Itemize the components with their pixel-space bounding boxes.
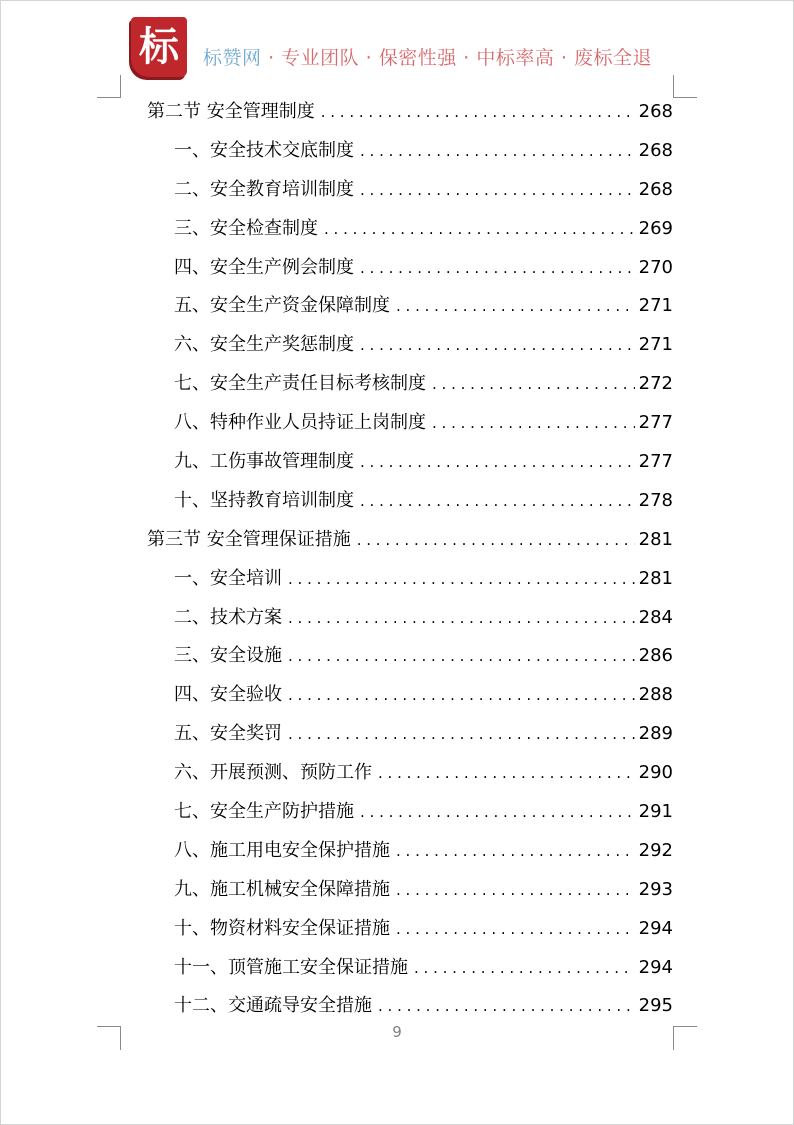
toc-dot-leader [396, 871, 635, 910]
toc-entry[interactable] [147, 249, 673, 288]
toc-entry-page: 290 [638, 762, 673, 784]
toc-dot-leader [432, 365, 635, 404]
toc-entry[interactable] [147, 599, 673, 638]
toc-entry-page: 295 [638, 995, 673, 1017]
toc-dot-leader [432, 404, 635, 443]
toc-entry[interactable] [147, 132, 673, 171]
toc-entry-label: 三、安全设施 [174, 645, 282, 667]
toc-entry-page: 272 [638, 373, 673, 395]
toc-entry-page: 278 [638, 489, 673, 511]
toc-entry-page: 289 [638, 723, 673, 745]
toc-dot-leader [360, 326, 635, 365]
crop-mark [97, 97, 121, 98]
toc-entry-page: 294 [638, 956, 673, 978]
toc-entry[interactable] [147, 832, 673, 871]
toc-dot-leader [357, 521, 635, 560]
toc-entry-page: 281 [638, 567, 673, 589]
toc-dot-leader [321, 93, 635, 132]
toc-entry-label: 第二节 安全管理制度 [147, 101, 315, 122]
toc-entry-label: 十、坚持教育培训制度 [174, 489, 354, 511]
crop-mark [120, 75, 121, 98]
toc-dot-leader [378, 754, 635, 793]
toc-entry-page: 277 [638, 451, 673, 473]
toc-entry[interactable] [147, 210, 673, 249]
toc-entry[interactable] [147, 404, 673, 443]
toc-entry-label: 八、特种作业人员持证上岗制度 [174, 412, 426, 434]
toc-entry[interactable] [147, 949, 673, 988]
table-of-contents [147, 93, 673, 1026]
toc-entry-label: 六、安全生产奖惩制度 [174, 334, 354, 356]
toc-entry-label: 九、工伤事故管理制度 [174, 451, 354, 473]
toc-dot-leader [288, 637, 635, 676]
toc-dot-leader [396, 910, 635, 949]
toc-entry-label: 三、安全检查制度 [174, 217, 318, 239]
toc-entry-label: 十二、交通疏导安全措施 [174, 995, 372, 1017]
toc-entry[interactable] [147, 560, 673, 599]
toc-entry-label: 一、安全技术交底制度 [174, 139, 354, 161]
toc-dot-leader [288, 560, 635, 599]
toc-section-entry[interactable] [147, 93, 673, 132]
crop-mark [673, 97, 697, 98]
page-number: 9 [392, 1023, 402, 1041]
toc-dot-leader [288, 676, 635, 715]
toc-dot-leader [360, 132, 635, 171]
toc-entry-page: 271 [638, 295, 673, 317]
toc-entry-page: 269 [638, 217, 673, 239]
toc-entry[interactable] [147, 793, 673, 832]
toc-entry-label: 十、物资材料安全保证措施 [174, 917, 390, 939]
toc-dot-leader [414, 949, 635, 988]
toc-entry-label: 四、安全验收 [174, 684, 282, 706]
crop-mark [673, 75, 674, 98]
toc-entry-page: 294 [638, 917, 673, 939]
toc-entry[interactable] [147, 171, 673, 210]
toc-entry-page: 268 [638, 101, 673, 122]
toc-entry-label: 七、安全生产防护措施 [174, 801, 354, 823]
toc-entry[interactable] [147, 326, 673, 365]
toc-entry[interactable] [147, 443, 673, 482]
brand-name: 标赞网 [203, 47, 262, 69]
toc-entry-label: 一、安全培训 [174, 567, 282, 589]
toc-entry[interactable] [147, 987, 673, 1026]
toc-entry-label: 八、施工用电安全保护措施 [174, 839, 390, 861]
toc-entry-page: 292 [638, 839, 673, 861]
toc-entry[interactable] [147, 754, 673, 793]
toc-entry-label: 四、安全生产例会制度 [174, 256, 354, 278]
toc-entry-label: 七、安全生产责任目标考核制度 [174, 373, 426, 395]
toc-dot-leader [360, 482, 635, 521]
toc-entry[interactable] [147, 482, 673, 521]
toc-section-entry[interactable] [147, 521, 673, 560]
toc-entry[interactable] [147, 287, 673, 326]
toc-entry-page: 271 [638, 334, 673, 356]
toc-dot-leader [288, 715, 635, 754]
toc-dot-leader [288, 599, 635, 638]
toc-entry[interactable] [147, 365, 673, 404]
brand-logo [131, 17, 187, 77]
toc-entry-label: 六、开展预测、预防工作 [174, 762, 372, 784]
toc-entry-page: 288 [638, 684, 673, 706]
toc-entry-page: 268 [638, 178, 673, 200]
brand-slogan: · 专业团队 · 保密性强 · 中标率高 · 废标全退 [268, 47, 652, 69]
toc-dot-leader [378, 987, 635, 1026]
toc-dot-leader [360, 793, 635, 832]
toc-entry-label: 二、安全教育培训制度 [174, 178, 354, 200]
toc-entry-page: 281 [638, 528, 673, 550]
toc-dot-leader [324, 210, 635, 249]
toc-entry-page: 284 [638, 606, 673, 628]
header-banner [203, 46, 652, 70]
toc-entry[interactable] [147, 676, 673, 715]
toc-entry-label: 九、施工机械安全保障措施 [174, 878, 390, 900]
toc-entry-page: 286 [638, 645, 673, 667]
toc-dot-leader [396, 287, 635, 326]
toc-dot-leader [360, 443, 635, 482]
toc-entry-label: 十一、顶管施工安全保证措施 [174, 956, 408, 978]
toc-entry-label: 五、安全生产资金保障制度 [174, 295, 390, 317]
toc-dot-leader [360, 171, 635, 210]
toc-entry-label: 五、安全奖罚 [174, 723, 282, 745]
toc-entry[interactable] [147, 715, 673, 754]
toc-entry[interactable] [147, 910, 673, 949]
toc-entry[interactable] [147, 871, 673, 910]
toc-dot-leader [396, 832, 635, 871]
toc-entry[interactable] [147, 637, 673, 676]
logo-char: 标 [139, 24, 179, 70]
toc-entry-page: 268 [638, 139, 673, 161]
toc-entry-label: 第三节 安全管理保证措施 [147, 528, 351, 550]
toc-entry-page: 270 [638, 256, 673, 278]
toc-entry-page: 277 [638, 412, 673, 434]
toc-entry-page: 293 [638, 878, 673, 900]
toc-entry-page: 291 [638, 801, 673, 823]
toc-dot-leader [360, 249, 635, 288]
toc-entry-label: 二、技术方案 [174, 606, 282, 628]
